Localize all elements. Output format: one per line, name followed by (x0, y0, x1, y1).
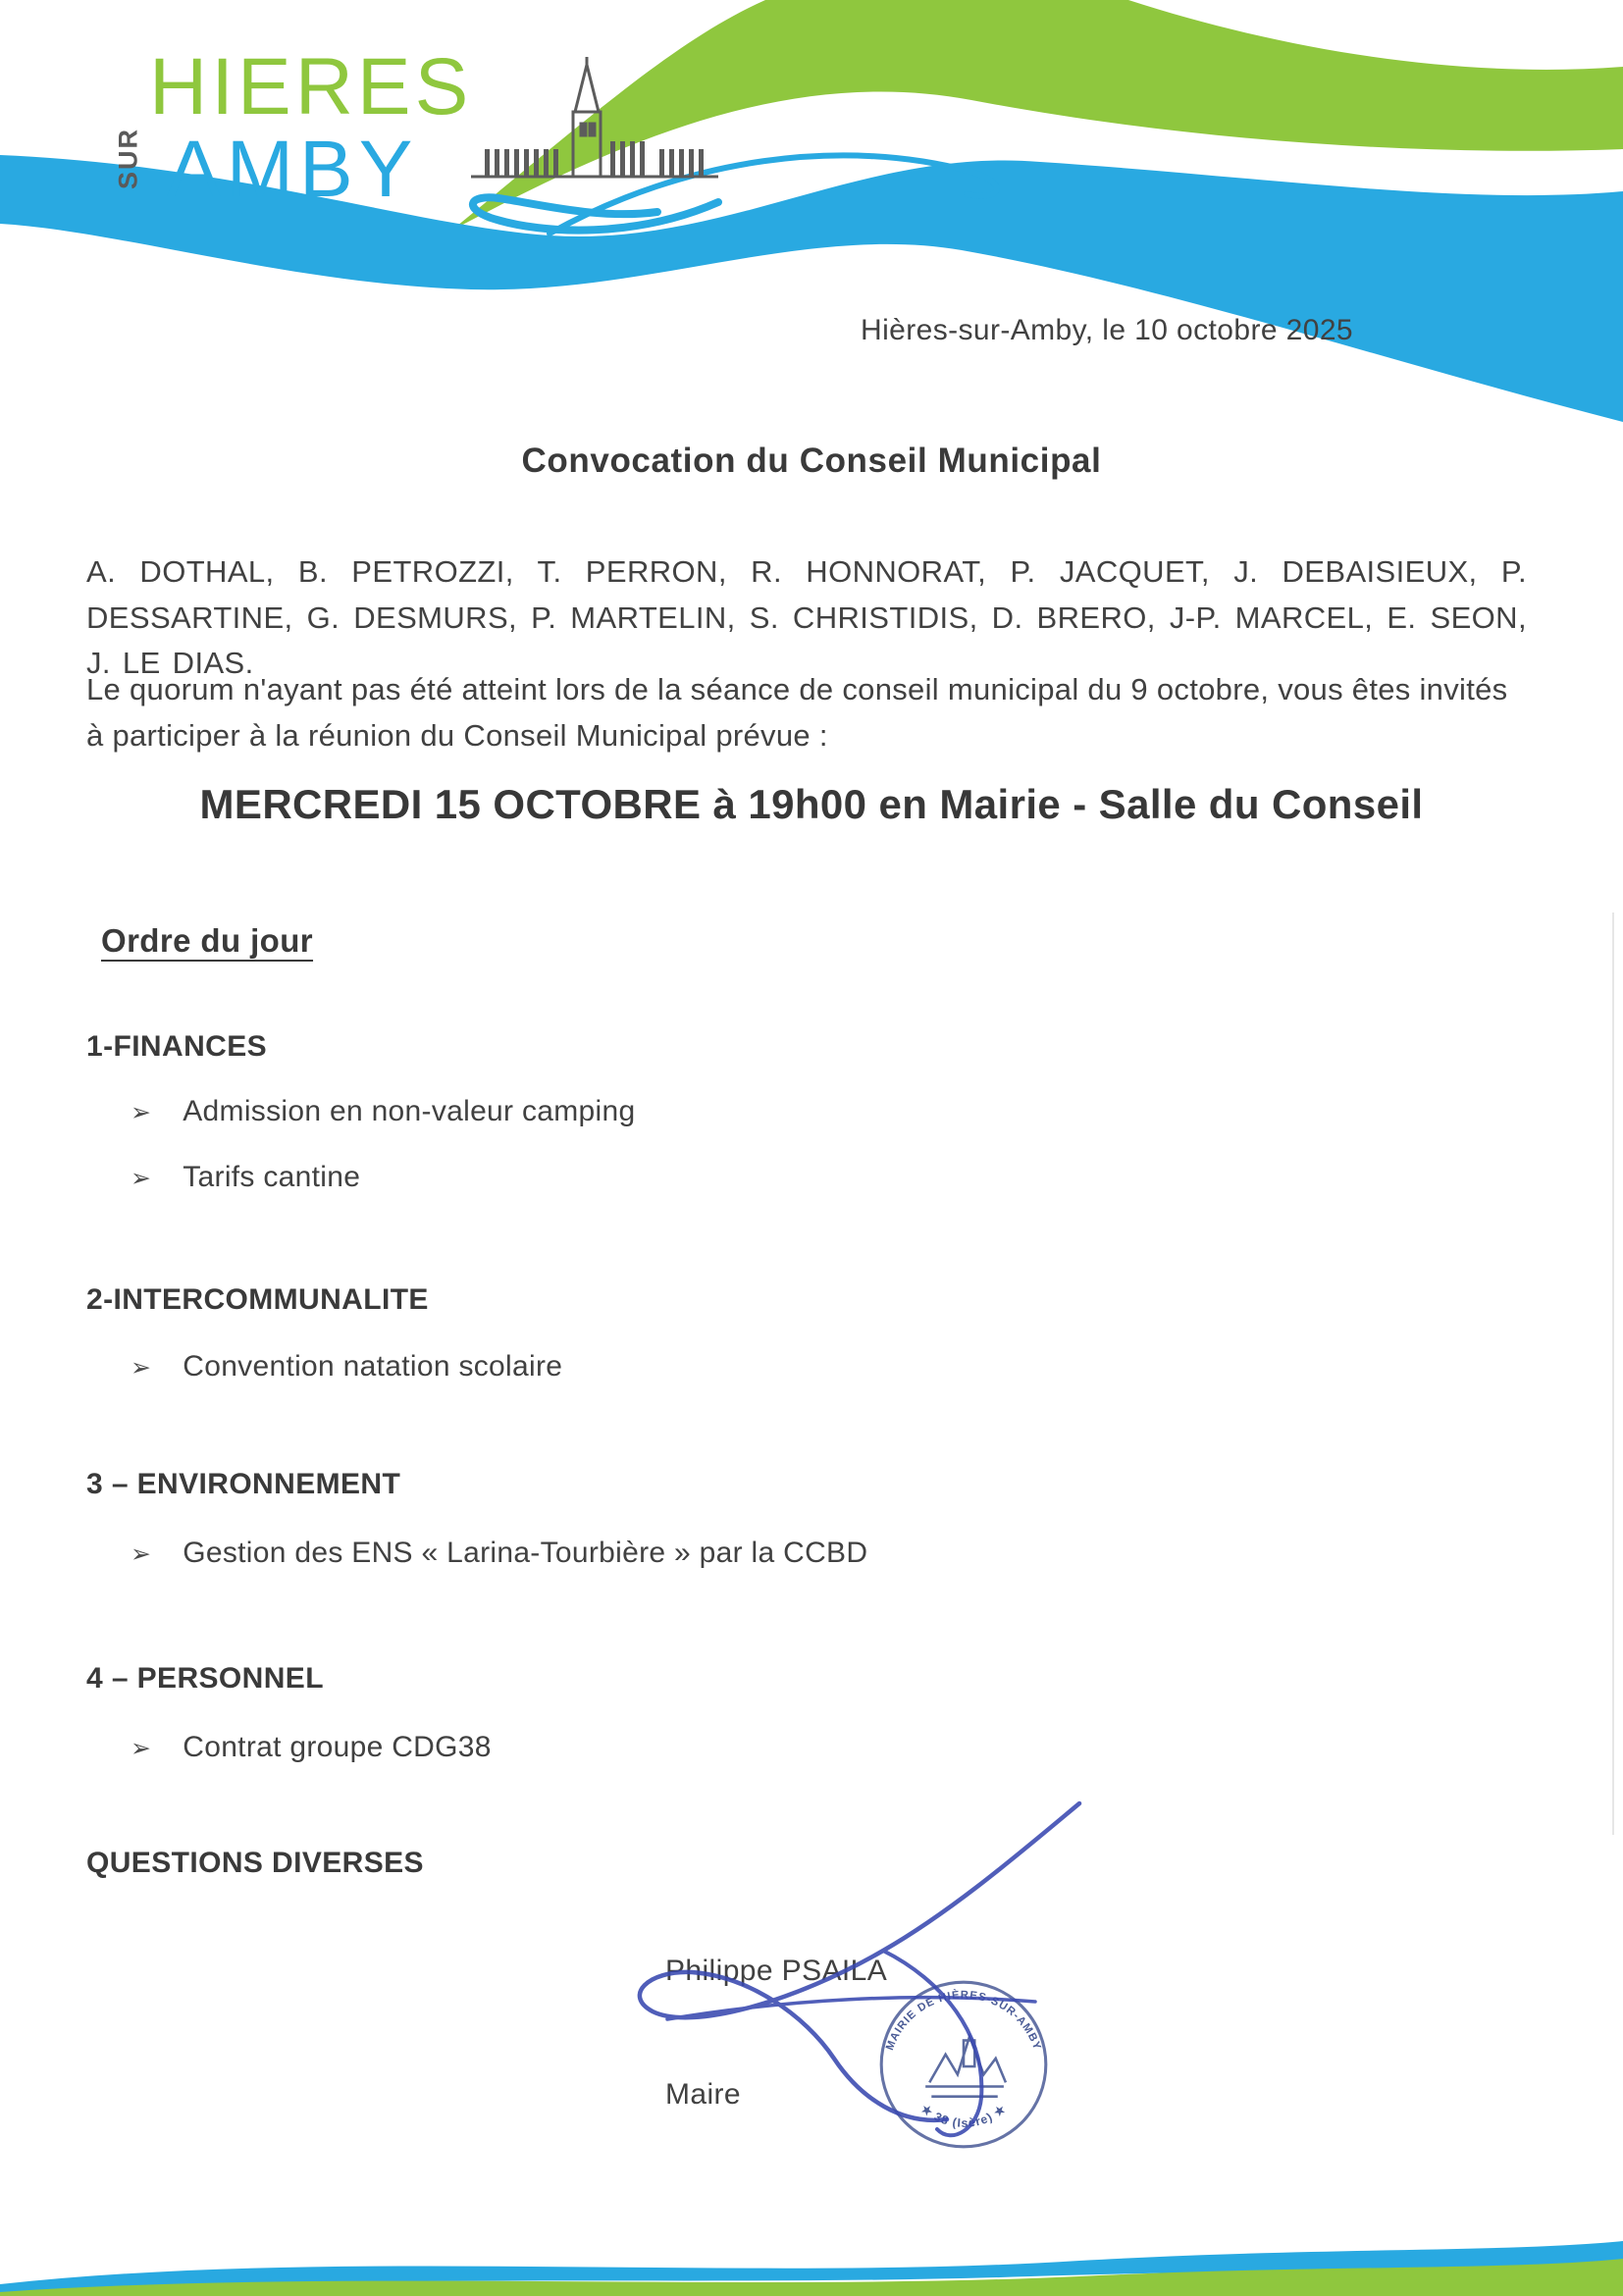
mayor-signature (491, 1774, 1119, 2157)
agenda-section-title-environnement: 3 – ENVIRONNEMENT (86, 1468, 401, 1500)
document-title: Convocation du Conseil Municipal (521, 442, 1102, 480)
agenda-section-title-finances: 1-FINANCES (86, 1030, 268, 1063)
arrow-bullet-icon: ➢ (131, 1735, 152, 1762)
agenda-item-label: Tarifs cantine (183, 1161, 361, 1193)
footer-swoosh-art (0, 2227, 1623, 2296)
church-buildings-hatch (485, 141, 704, 177)
signer-name: Philippe PSAILA (665, 1955, 888, 1987)
agenda-heading: Ordre du jour (101, 922, 314, 959)
agenda-item (131, 1537, 867, 1570)
agenda-section-title-personnel: 4 – PERSONNEL (86, 1662, 324, 1695)
meeting-announcement: MERCREDI 15 OCTOBRE à 19h00 en Mairie - Salle du Conseil (199, 781, 1424, 827)
town-logo (110, 42, 679, 283)
agenda-section-title-intercommunalite: 2-INTERCOMMUNALITE (86, 1283, 429, 1316)
logo-water-swirl (473, 197, 718, 230)
agenda-item-label: Contrat groupe CDG38 (183, 1731, 492, 1763)
agenda-item (131, 1161, 360, 1194)
arrow-bullet-icon: ➢ (131, 1354, 152, 1382)
recipients-paragraph: A. DOTHAL, B. PETROZZI, T. PERRON, R. HONNORAT, P. JACQUET, J. DEBAISIEUX, P. DESSARTINE, G. DESMURS, P. MARTELIN, S. CHRISTIDIS, D. BRERO, J-P. MARCEL, E. SEON, J. LE DIAS. (86, 554, 1527, 680)
logo-sur-text: SUR (113, 128, 143, 190)
agenda-item (131, 1095, 635, 1128)
arrow-bullet-icon: ➢ (131, 1540, 152, 1568)
arrow-bullet-icon: ➢ (131, 1165, 152, 1192)
intro-paragraph: Le quorum n'ayant pas été atteint lors de la séance de conseil municipal du 9 octobre, vous êtes invités à participer à la réunion du Conseil Municipal prévue : (86, 672, 1508, 753)
date-place-line: Hières-sur-Amby, le 10 octobre 2025 (861, 314, 1353, 346)
scan-artifact-line (1612, 913, 1614, 1835)
logo-amby-text: AMBY (167, 125, 419, 214)
arrow-bullet-icon: ➢ (131, 1099, 152, 1126)
agenda-item (131, 1350, 562, 1383)
signer-title: Maire (665, 2078, 742, 2111)
agenda-item-label: Convention natation scolaire (183, 1350, 563, 1383)
stamp-bottom-text: ★ 38 (Isère) ★ (917, 2101, 1010, 2130)
stamp-top-text: MAIRIE DE HIÈRES-SUR-AMBY (883, 1989, 1043, 2053)
agenda-item-label: Admission en non-valeur camping (183, 1095, 636, 1127)
questions-diverses-heading: QUESTIONS DIVERSES (86, 1847, 424, 1879)
church-illustration-icon (451, 55, 736, 276)
agenda-item (131, 1731, 492, 1764)
agenda-item-label: Gestion des ENS « Larina-Tourbière » par la CCBD (183, 1537, 868, 1569)
logo-hieres-text: HIERES (149, 42, 473, 131)
